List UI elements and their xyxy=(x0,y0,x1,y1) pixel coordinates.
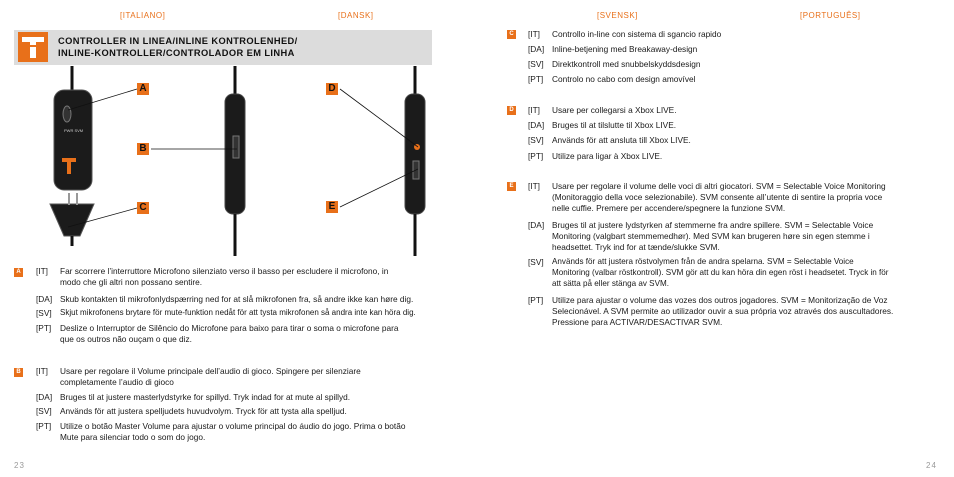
section-b-pt-text: Utilize o botão Master Volume para ajustar o volume principal do áudio do jogo. Prima o botão Mute para silenciar todo o som do jogo. xyxy=(60,421,406,442)
section-marker-a: A xyxy=(14,268,23,277)
header-dansk: [DANSK] xyxy=(338,11,374,20)
section-a-da-text: Skub kontakten til mikrofonlydspærring ned for at slå mikrofonen fra, så andre ikke kan høre dig. xyxy=(60,294,414,304)
header-portugues: [PORTUGUÊS] xyxy=(800,11,861,20)
lang-label: [SV] xyxy=(528,59,544,69)
title-line-1: CONTROLLER IN LINEA/INLINE KONTROLENHED/ xyxy=(58,36,298,46)
section-marker-c: C xyxy=(507,30,516,39)
lang-label: [SV] xyxy=(36,406,52,416)
lang-label: [PT] xyxy=(528,74,544,84)
lang-label: [IT] xyxy=(528,181,540,191)
callout-d: D xyxy=(326,83,338,95)
lang-label: [IT] xyxy=(528,29,540,39)
title-line-2: INLINE-KONTROLLER/CONTROLADOR EM LINHA xyxy=(58,48,295,58)
lang-label: [PT] xyxy=(36,323,52,333)
callout-a: A xyxy=(137,83,149,95)
header-svensk: [SVENSK] xyxy=(597,11,638,20)
section-marker-e: E xyxy=(507,182,516,191)
section-c-sv-text: Direktkontroll med snubbelskyddsdesign xyxy=(552,59,701,69)
section-a-pt-text: Deslize o Interruptor de Silêncio do Microfone para baixo para tirar o soma o microfone para que os outros não ouçam o que diz. xyxy=(60,323,399,344)
section-d-pt-text: Utilize para ligar à Xbox LIVE. xyxy=(552,151,663,161)
section-a-sv-text: Skjut mikrofonens brytare för mute-funktion nedåt för att tysta mikrofonen så andra inte kan höra dig. xyxy=(60,308,416,317)
lang-label: [SV] xyxy=(36,308,52,318)
section-e-pt-text: Utilize para ajustar o volume das vozes dos outros jogadores. SVM = Monitorização de Voz Selecionável. A SVM permite ao utilizador ouvir a sua própria voz através dos auscultadores. Pressione para ACTIVAR/DESACTIVAR SVM. xyxy=(552,295,894,327)
lang-label: [DA] xyxy=(528,44,545,54)
section-a-it-text: Far scorrere l’interruttore Microfono silenziato verso il basso per escludere il microfono, in modo che gli altri non possano sentire. xyxy=(60,266,389,287)
section-marker-b: B xyxy=(14,368,23,377)
section-c-pt-text: Controlo no cabo com design amovível xyxy=(552,74,696,84)
lang-label: [DA] xyxy=(36,294,53,304)
callout-b: B xyxy=(137,143,149,155)
lang-label: [DA] xyxy=(528,120,545,130)
section-c-da-text: Inline-betjening med Breakaway-design xyxy=(552,44,698,54)
lang-label: [PT] xyxy=(36,421,52,431)
lang-label: [PT] xyxy=(528,151,544,161)
section-b-sv-text: Används för att justera spelljudets huvudvolym. Tryck för att tysta alla spelljud. xyxy=(60,406,347,416)
header-italiano: [ITALIANO] xyxy=(120,11,166,20)
lang-label: [IT] xyxy=(36,366,48,376)
page-number-left: 23 xyxy=(14,461,25,470)
lang-label: [SV] xyxy=(528,257,544,267)
section-e-it-text: Usare per regolare il volume delle voci di altri giocatori. SVM = Selectable Voice Monitoring (Monitoraggio della voce selezionabile). SVM consente all’utente di sentire la propria voce nelle cuffie. Premere per accendere/spegnere la funzione SVM. xyxy=(552,181,886,213)
section-d-it-text: Usare per collegarsi a Xbox LIVE. xyxy=(552,105,677,115)
lang-label: [PT] xyxy=(528,295,544,305)
section-b-it-text: Usare per regolare il Volume principale dell’audio di gioco. Spingere per silenziare completamente l’audio di gioco xyxy=(60,366,361,387)
lang-label: [SV] xyxy=(528,135,544,145)
lang-label: [DA] xyxy=(36,392,53,402)
lang-label: [IT] xyxy=(36,266,48,276)
section-e-da-text: Bruges til at justere lydstyrken af stemmerne fra andre spillere. SVM = Selectable Voice Monitoring (valgbart stemmemedhør). Med SVM kan brugeren høre sin egen stemme i headsettet. Tryk ind for at tænde/slukke SVM. xyxy=(552,220,874,252)
section-e-sv-text: Används för att justera röstvolymen från de andra spelarna. SVM = Selectable Voice Monitoring (valbar röstkontroll). SVM gör att du kan höra din egen röst i headsetet. Tryck in för att sätta på eller stänga av SVM. xyxy=(552,257,889,288)
section-c-it-text: Controllo in-line con sistema di sgancio rapido xyxy=(552,29,722,39)
callout-e: E xyxy=(326,201,338,213)
lang-label: [IT] xyxy=(528,105,540,115)
lang-label: [DA] xyxy=(528,220,545,230)
callout-c: C xyxy=(137,202,149,214)
page-number-right: 24 xyxy=(926,461,937,470)
section-marker-d: D xyxy=(507,106,516,115)
section-d-sv-text: Används för att ansluta till Xbox LIVE. xyxy=(552,135,691,145)
section-d-da-text: Bruges til at tilslutte til Xbox LIVE. xyxy=(552,120,677,130)
section-b-da-text: Bruges til at justere masterlydstyrke for spillyd. Tryk indad for at mute al spillyd. xyxy=(60,392,351,402)
pwr-svm-label: PWR SVM xyxy=(64,128,84,133)
